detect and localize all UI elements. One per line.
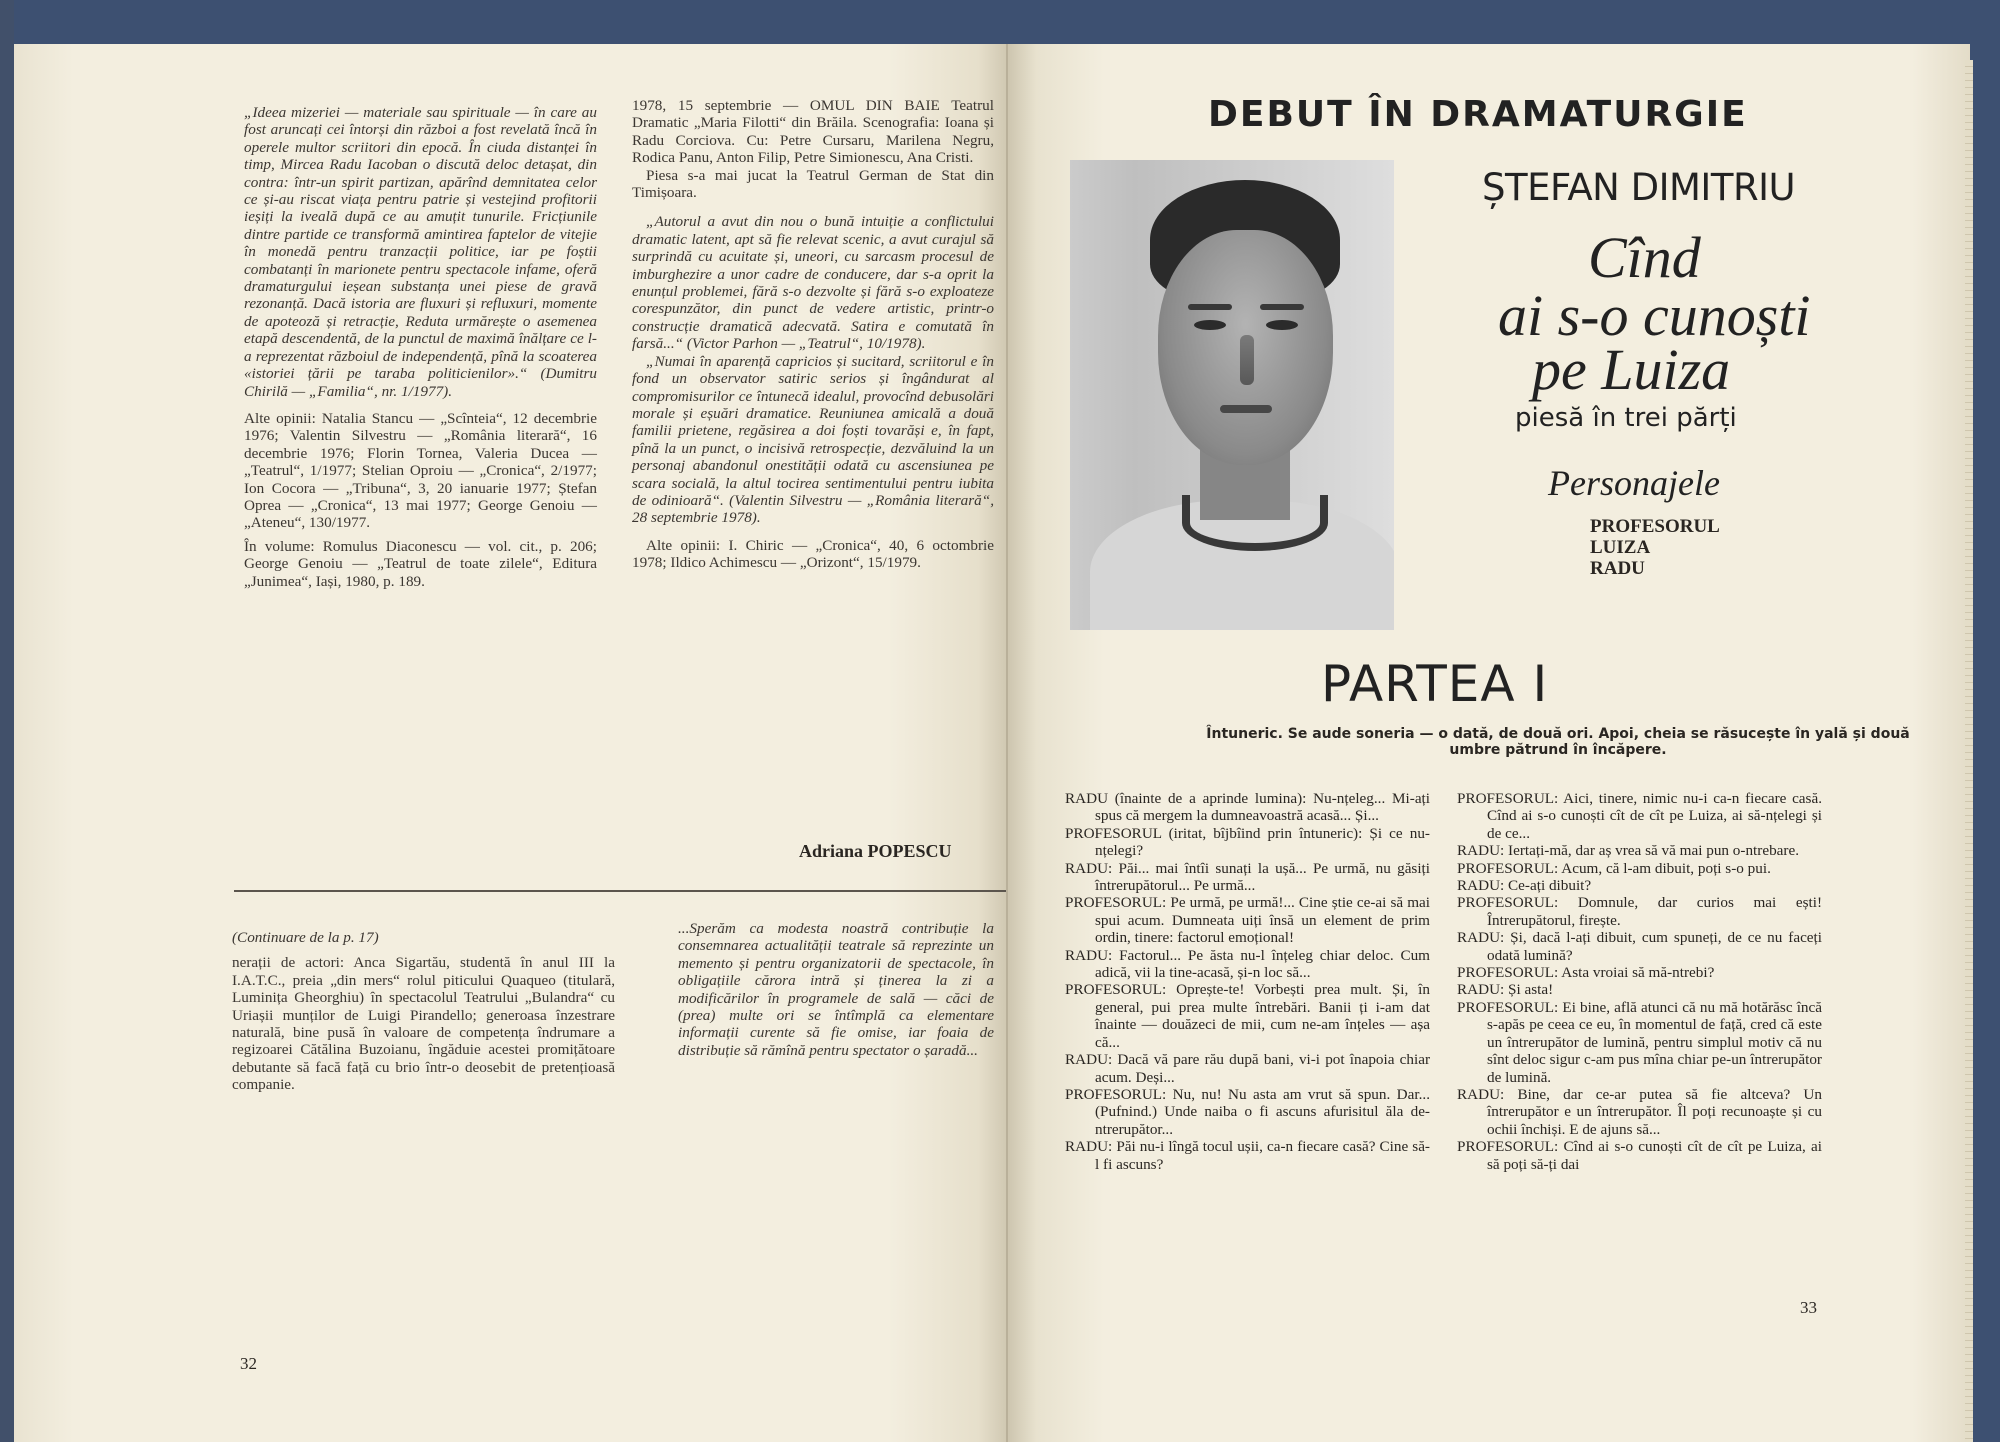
review-quote-parhon: „Autorul a avut din nou o bună intuiție a conflictului dramatic latent, apt să fie relevat scenic, a avut curajul să surprindă cu acuitate și, uneori, cu sarcasm procesul de imburghezire a unor cadre de conducere, dar s-a oprit la enunțul problemei, fără s-o dezvolte și fără s-o exploateze corespunzător, din punct de vedere artistic, printr-o construcție dramatică adecvată. Satira e comutată în farsă...“ (Victor Parhon — „Teatrul“, 10/1978).	[632, 213, 994, 353]
dialogue-line: PROFESORUL: Ei bine, află atunci că nu mă hotărăsc încă s-apăs pe ceea ce eu, în momentul de față, cred că este un întrerupător de lumină, pentru simplul motiv că nu sînt deloc sigur c-am pus mîna chiar pe-un întrerupător de lumină.	[1457, 998, 1822, 1086]
section-divider	[234, 890, 1006, 892]
play-subtitle: piesă în trei părți	[1515, 403, 1737, 433]
other-theatre-note: Piesa s-a mai jucat la Teatrul German de Stat din Timișoara.	[632, 166, 994, 202]
closing-note: ...Sperăm ca modesta noastră contribuție la consemnarea actualității teatrale să reprezinte un memento și pentru organizatorii de spectacole, în obligațiile cărora intră și ținerea la zi a modificărilor în programele de sală — căci de (prea) multe ori se întîmplă ca elementare informații curente să fie omise, iar foaia de distribuție să rămînă pentru spectator o șaradă...	[678, 920, 994, 1059]
continuation-note: (Continuare de la p. 17)	[232, 929, 379, 946]
play-title-line-2: ai s-o cunoști	[1498, 283, 1811, 348]
page-edges	[1965, 60, 1973, 1442]
dialogue-column-right	[1457, 790, 1822, 1173]
dialogue-column-left	[1065, 790, 1430, 1173]
dialogue-line: PROFESORUL: Oprește-te! Vorbești prea mult. Și, în general, pui prea multe întrebări. Banii ți i-am dat înainte — douăzeci de mii, cum ne-am înțeles — așa că...	[1065, 981, 1430, 1051]
book-cover-top	[0, 0, 2000, 50]
dialogue-line: PROFESORUL: Domnule, dar curios mai ești! Întrerupătorul, firește.	[1457, 894, 1822, 929]
dialogue-line: RADU: Păi... mai întîi sunați la ușă... Pe urmă, nu găsiți întrerupătorul... Pe urmă...	[1065, 859, 1430, 895]
dialogue-line: RADU: Iertați-mă, dar aș vrea să vă mai pun o-ntrebare.	[1457, 842, 1800, 860]
section-heading: DEBUT ÎN DRAMATURGIE	[1208, 94, 1748, 135]
continuation-text: nerații de actori: Anca Sigartău, studentă în anul III la I.A.T.C., preia „din mers“ rolul piticului Quaqueo (titulară, Luminița Gheorghiu) în spectacolul Teatrului „Bulandra“ cu Uriașii munților de Luigi Pirandello; generoasa înzestrare naturală, bine pusă în valoare de competența îndrumare a regizoarei Cătălina Buzoianu, îngăduie acestei promițătoare debutante să facă față cu brio într-o deosebit de pretențioasă companie.	[232, 954, 615, 1094]
dialogue-line: RADU: Factorul... Pe ăsta nu-l înțeleg chiar deloc. Cum adică, vii la tine-acasă, și-n loc să...	[1065, 946, 1430, 982]
play-title-line-1: Cînd	[1588, 225, 1701, 290]
dialogue-line: PROFESORUL: Nu, nu! Nu asta am vrut să spun. Dar... (Pufnind.) Unde naiba o fi ascuns afurisitul ăla de-ntrerupător...	[1065, 1085, 1430, 1138]
bottom-column-1	[232, 929, 615, 1094]
dialogue-line: RADU (înainte de a aprinde lumina): Nu-nțeleg... Mi-ați spus că mergem la dumneavoastră acasă... Și...	[1065, 790, 1430, 825]
in-volumes: În volume: Romulus Diaconescu — vol. cit., p. 206; George Genoiu — „Teatrul de toate zilele“, Editura „Junimea“, Iași, 1980, p. 189.	[244, 537, 597, 590]
bottom-column-2	[678, 920, 994, 1059]
dialogue-line: PROFESORUL: Pe urmă, pe urmă!... Cine știe ce-ai să mai spui acum. Dumneata uiți însă un element de prim ordin, tinere: factorul emoțional!	[1065, 894, 1430, 947]
page-number-right: 33	[1800, 1298, 1817, 1317]
dialogue-line: PROFESORUL: Acum, că l-am dibuit, poți s-o pui.	[1457, 859, 1771, 877]
dialogue-line: PROFESORUL: Cînd ai s-o cunoști cît de cît pe Luiza, ai să poți să-ți dai	[1457, 1138, 1822, 1173]
dialogue-line: RADU: Dacă vă pare rău după bani, vi-i pot înapoia chiar acum. Deși...	[1065, 1051, 1430, 1086]
character-name: PROFESORUL	[1590, 516, 1720, 537]
author-photo	[1070, 160, 1394, 630]
character-name: LUIZA	[1590, 537, 1651, 558]
character-name: RADU	[1590, 558, 1645, 579]
left-column-1	[244, 104, 597, 590]
dialogue-line: PROFESORUL (iritat, bîjbîind prin întuneric): Și ce nu-nțelegi?	[1065, 824, 1430, 860]
dialogue-line: RADU: Și asta!	[1457, 981, 1554, 999]
review-quote-silvestru: „Numai în aparență capricios și sucitard, scriitorul e în fond un observator satiric serios și îngândurat al compromisurilor ce întunecă idealul, provocînd debusolări morale și eșuări dramatice. Reuniunea amicală a două familii prietene, regăsirea a doi foști tovarăși e, în fapt, pînă la un punct, o incisivă retrospecție, dezvăluind la un personaj abandonul onestității odată cu ascensiunea pe scara socială, la altul tocirea sentimentului pentru iubita de odinioară“. (Valentin Silvestru — „România literară“, 28 septembrie 1978).	[632, 352, 994, 527]
dialogue-line: RADU: Păi nu-i lîngă tocul ușii, ca-n fiecare casă? Cine să-l fi ascuns?	[1065, 1138, 1430, 1173]
play-title-line-3: pe Luiza	[1532, 337, 1731, 402]
dialogue-line: RADU: Ce-ați dibuit?	[1457, 877, 1592, 895]
dialogue-line: RADU: Bine, dar ce-ar putea să fie altceva? Un întrerupător e un întrerupător. Îl poți recunoaște și cu ochii închiși. E de ajuns să...	[1457, 1085, 1822, 1138]
author-signature: Adriana POPESCU	[799, 841, 952, 861]
stage-direction: Întuneric. Se aude soneria — o dată, de două ori. Apoi, cheia se răsucește în yală și două umbre pătrund în încăpere.	[1206, 726, 1910, 758]
characters-heading: Personajele	[1548, 463, 1720, 503]
left-column-2	[632, 97, 994, 572]
review-quote-chirila: „Ideea mizeriei — materiale sau spirituale — în care au fost aruncați cei întorși din război a fost revelată încă în operele multor scriitori din epocă. În ciuda distanței în timp, Mircea Radu Iacoban o discută deloc detașat, din contra: într-un spirit partizan, apărînd demnitatea celor ce și-au riscat viața pentru patrie și vestejind profitorii ieșiți la iveală după ce au amuțit tunurile. Fricțiunile dintre partide ce transformă amintirea faptelor de vitejie în monedă pentru tranzacții politice, iar pe foștii combatanți în marionete pentru spectacole infame, oferă dramaturgului ieșean substanța unei piese de gravă rezonanță. Dacă istoria are fluxuri și refluxuri, momente de apoteoză și retracție, Reduta urmărește o asemenea etapă descendentă, de la punctul de maximă înălțare ce l-a reprezentat războiul de independență, pînă la scoaterea «istoriei țării pe taraba politicienilor».“ (Dumitru Chirilă — „Familia“, nr. 1/1977).	[244, 104, 597, 400]
other-opinions: Alte opinii: Natalia Stancu — „Scînteia“, 12 decembrie 1976; Valentin Silvestru — „România literară“, 16 decembrie 1976; Florin Tornea, Valeria Ducea — „Teatrul“, 1/1977; Stelian Oproiu — „Cronica“, 2/1977; Ion Cocora — „Tribuna“, 3, 20 ianuarie 1977; Ștefan Oprea — „Cronica“, 13 mai 1977; George Genoiu — „Ateneu“, 130/1977.	[244, 409, 597, 532]
part-heading: PARTEA I	[1321, 655, 1549, 713]
characters-list	[1590, 516, 1720, 579]
author-name: ȘTEFAN DIMITRIU	[1482, 166, 1796, 209]
dialogue-line: PROFESORUL: Asta vroiai să mă-ntrebi?	[1457, 964, 1715, 982]
page-number-left: 32	[240, 1354, 257, 1373]
other-opinions-2: Alte opinii: I. Chiric — „Cronica“, 40, 6 octombrie 1978; Ildico Achimescu — „Orizont“, 15/1979.	[632, 536, 994, 572]
dialogue-line: RADU: Și, dacă l-ați dibuit, cum spuneți, de ce nu faceți odată lumină?	[1457, 929, 1822, 964]
book-cover-right	[1970, 0, 2000, 1442]
premiere-info: 1978, 15 septembrie — OMUL DIN BAIE Teatrul Dramatic „Maria Filotti“ din Brăila. Scenografia: Ioana și Radu Corciova. Cu: Petre Cursaru, Marilena Negru, Rodica Panu, Anton Filip, Petre Simionescu, Ana Cristi.	[632, 97, 994, 167]
book-cover-left	[0, 0, 14, 1442]
dialogue-line: PROFESORUL: Aici, tinere, nimic nu-i ca-n fiecare casă. Cînd ai s-o cunoști cît de cît pe Luiza, ai să-nțelegi și de ce...	[1457, 790, 1822, 842]
left-page	[14, 44, 1008, 1442]
